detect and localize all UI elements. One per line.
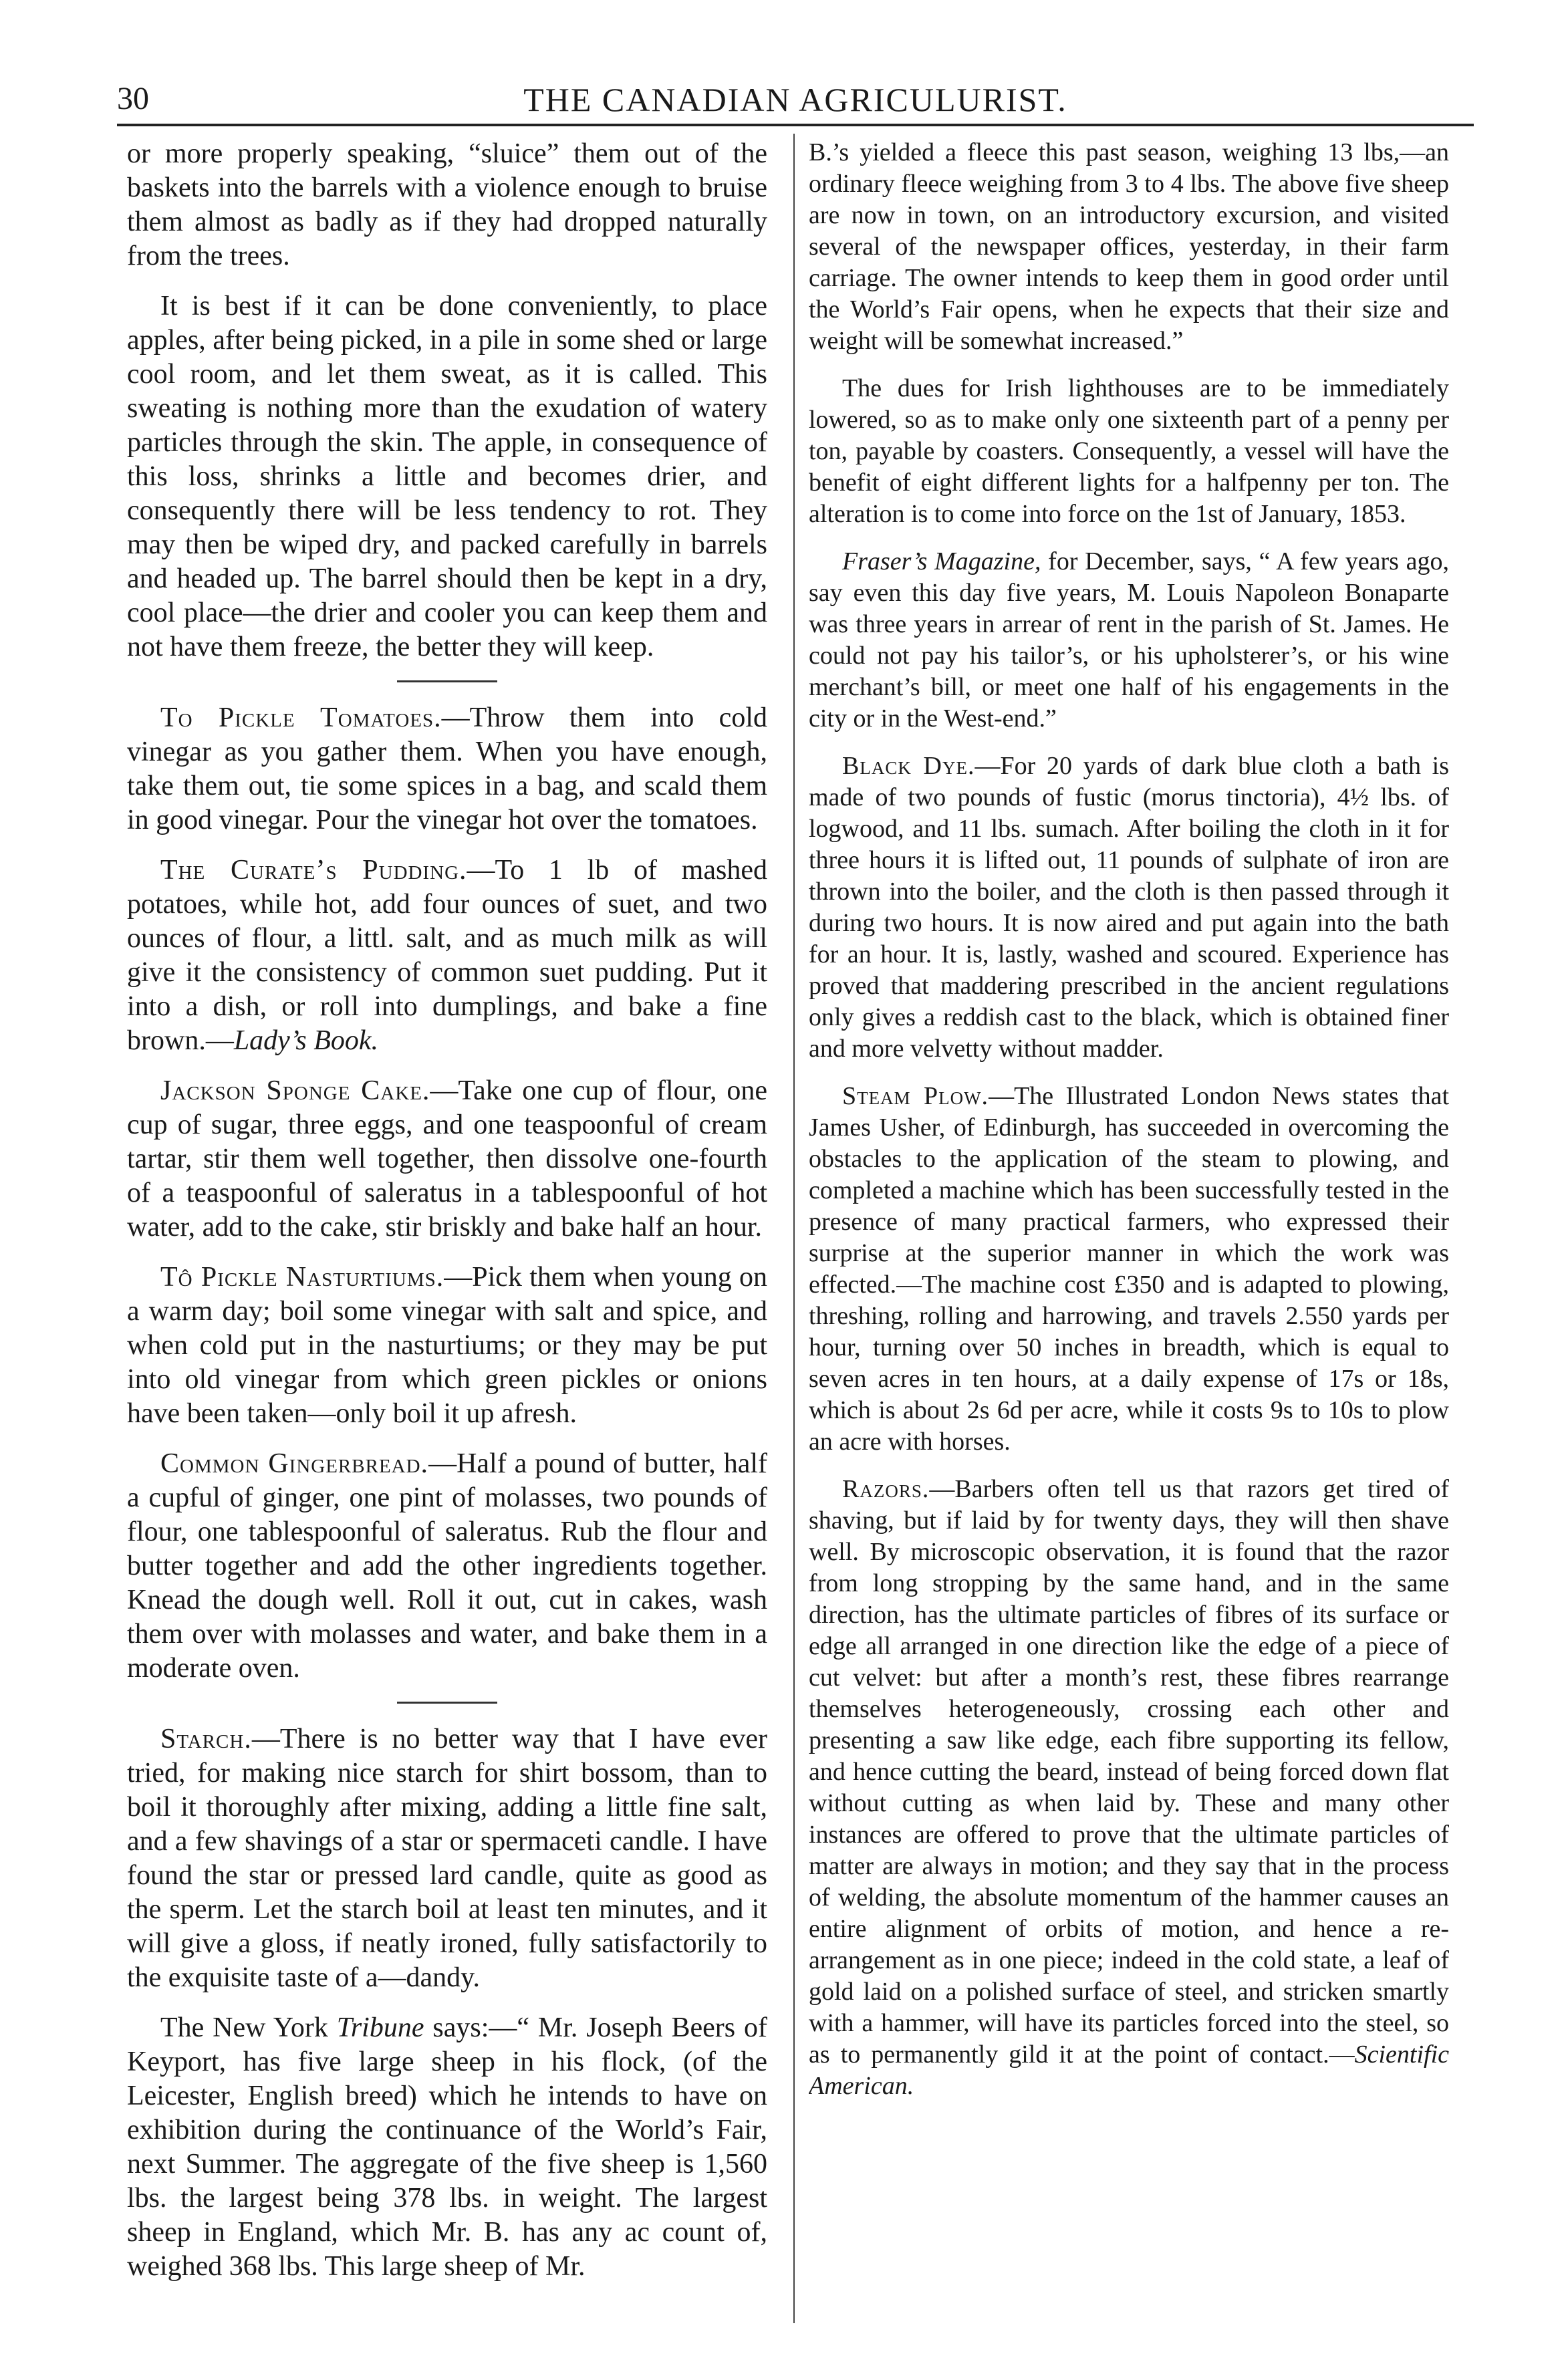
column-divider (793, 134, 795, 2323)
apples-paragraph-continued: or more properly speaking, “sluice” them out of the baskets into the barrels with a violence enough to bruise them almost as badly as if they had dropped naturally from the trees. (127, 138, 767, 271)
section-divider (397, 1702, 497, 1704)
curate-pudding-title: The Curate’s Pudding. (160, 855, 467, 886)
pickle-tomatoes-recipe (127, 701, 767, 837)
steam-plow-text: —The Illustrated London News states that James Usher, of Edinburgh, has succeeded in overcoming the obstacles to the application of the steam to plowing, and completed a machine which has been successfully tested in the presence of many practical farmers, who expressed their surprise at the superior manner in which the work was effected.—The machine cost £350 and is adapted to plowing, threshing, rolling and harrowing, and travels 2.550 yards per hour, turning over 50 inches in breadth, which is equal to seven acres in ten hours, at a daily expense of 17s or 18s, which is about 2s 6d per acre, while it costs 9s to 10s to plow an acre with horses. (809, 1082, 1449, 1456)
black-dye-item (809, 751, 1449, 1065)
frasers-magazine-item (809, 546, 1449, 735)
left-column (127, 137, 767, 2323)
starch-title: Starch. (160, 1724, 252, 1754)
right-column (809, 137, 1449, 2323)
header-rule (117, 124, 1474, 126)
black-dye-title: Black Dye. (842, 752, 975, 780)
tribune-intro: The New York (160, 2012, 337, 2043)
tribune-sheep-article (127, 2011, 767, 2284)
pickle-nasturtiums-recipe (127, 1261, 767, 1431)
curate-pudding-recipe (127, 853, 767, 1058)
razors-text: —Barbers often tell us that razors get tired of shaving, but if laid by for twenty days, they will then shave well. By microscopic observation, it is found that the razor from long stropping by the same hand, and in the same direction, has the ultimate particles of fibres of its surface or edge all arranged in one direction like the edge of a piece of cut velvet: but after a month’s rest, these fibres rearrange themselves heterogeneously, crossing each other and presenting a saw like edge, each fibre supporting its fellow, and hence cutting the beard, instead of being forced down flat without cutting as when laid by. These and many other instances are offered to prove that the ultimate particles of matter are always in motion; and they say that in the process of welding, the absolute momentum of the hammer causes an entire alignment of orbits of motion, and hence a re-arrangement as in one piece; indeed in the cold state, a leaf of gold laid on a polished surface of steel, and stricken smartly with a hammer, will have its particles forced into the steel, so as to permanently gild it at the point of contact.— (809, 1475, 1449, 2069)
razors-title: Razors. (842, 1475, 930, 1503)
common-gingerbread-text: —Half a pound of butter, half a cupful of ginger, one pint of molasses, two pounds of flour, one tablespoonful of saleratus. Rub the flour and butter together and add the other ingredients together. Knead the dough well. Roll it out, cut in cakes, wash them over with molasses and water, and bake them in a moderate oven. (127, 1448, 767, 1684)
running-title: THE CANADIAN AGRICULURIST. (523, 81, 1067, 118)
common-gingerbread-recipe (127, 1447, 767, 1686)
pickle-tomatoes-title: To Pickle Tomatoes. (160, 702, 442, 733)
frasers-magazine-title: Fraser’s Magazine, (842, 547, 1041, 575)
tribune-text: says:—“ Mr. Joseph Beers of Keyport, has five large sheep in his flock, (of the Leicester, English breed) which he intends to have on exhibition during the continuance of the World’s Fair, next Summer. The aggregate of the five sheep is 1,560 lbs. the largest being 378 lbs. in weight. The largest sheep in England, which Mr. B. has any ac count of, weighed 368 lbs. This large sheep of Mr. (127, 2012, 767, 2282)
frasers-magazine-text: for December, says, “ A few years ago, say even this day five years, M. Louis Napoleon Bonaparte was three years in arrear of rent in the parish of St. James. He could not pay his tailor’s, or his upholsterer’s, or his wine merchant’s bill, or meet one half of his engagements in the city or in the West-end.” (809, 547, 1449, 733)
page-number: 30 (117, 81, 149, 116)
jackson-sponge-cake-text: —Take one cup of flour, one cup of sugar, three eggs, and one teaspoonful of cream tartar, stir them well together, then dissolve one-fourth of a teaspoonful of saleratus in a tablespoonful of hot water, add to the cake, stir briskly and bake half an hour. (127, 1075, 767, 1242)
razors-source: Scientific American. (809, 2040, 1449, 2100)
apples-sweating-paragraph: It is best if it can be done conveniently, to place apples, after being picked, in a pile in some shed or large cool room, and let them sweat, as it is called. This sweating is nothing more than the exudation of watery particles through the skin. The apple, in consequence of this loss, shrinks a little and becomes drier, and consequently there will be less tendency to rot. They may then be wiped dry, and packed carefully in barrels and headed up. The barrel should then be kept in a dry, cool place—the drier and cooler you can keep them and not have them freeze, the better they will keep. (127, 291, 767, 662)
tribune-name: Tribune (336, 2012, 424, 2043)
razors-item (809, 1474, 1449, 2102)
pickle-nasturtiums-text: —Pick them when young on a warm day; boil some vinegar with salt and spice, and when cold put in the nasturtiums; or they may be put into old vinegar from which green pickles or onions have been taken—only boil it up afresh. (127, 1262, 767, 1429)
section-divider (397, 680, 497, 682)
irish-lighthouse-dues: The dues for Irish lighthouses are to be immediately lowered, so as to make only one sixteenth part of a penny per ton, payable by coasters. Consequently, a vessel will have the benefit of eight different lights for a halfpenny per ton. The alteration is to come into force on the 1st of January, 1853. (809, 374, 1449, 528)
page-header (117, 75, 1474, 122)
common-gingerbread-title: Common Gingerbread. (160, 1448, 429, 1479)
black-dye-text: —For 20 yards of dark blue cloth a bath is made of two pounds of fustic (morus tinctoria), 4½ lbs. of logwood, and 11 lbs. sumach. After boiling the cloth in it for three hours it is lifted out, 11 pounds of sulphate of iron are thrown into the boiler, and the cloth is then passed through it during two hours. It is now aired and put again into the bath for an hour. It is, lastly, washed and scoured. Experience has proved that maddering prescribed in the ancient regulations only gives a reddish cast to the black, which is obtained finer and more velvetty without madder. (809, 752, 1449, 1063)
curate-pudding-source: Lady’s Book. (233, 1025, 379, 1056)
starch-text: —There is no better way that I have ever tried, for making nice starch for shirt bossom, than to boil it thoroughly after mixing, adding a little fine salt, and a few shavings of a star or spermaceti candle. I have found the star or pressed lard candle, quite as good as the sperm. Let the starch boil at least ten minutes, and it will give a gloss, if neatly ironed, fully satisfactorily to the exquisite taste of a—dandy. (127, 1724, 767, 1993)
starch-recipe (127, 1722, 767, 1995)
sheep-article-continued: B.’s yielded a fleece this past season, weighing 13 lbs,—an ordinary fleece weighing from 3 to 4 lbs. The above five sheep are now in town, on an introductory excursion, and visited several of the newspaper offices, yesterday, in their farm carriage. The owner intends to keep them in good order until the World’s Fair opens, when he expects that their size and weight will be somewhat increased.” (809, 138, 1449, 355)
steam-plow-item (809, 1081, 1449, 1458)
curate-pudding-text: —To 1 lb of mashed potatoes, while hot, add four ounces of suet, and two ounces of flour, a littl. salt, and as much milk as will give it the consistency of common suet pudding. Put it into a dish, or roll into dumplings, and bake a fine brown.— (127, 855, 767, 1056)
steam-plow-title: Steam Plow. (842, 1082, 989, 1110)
pickle-tomatoes-text: —Throw them into cold vinegar as you gather them. When you have enough, take them out, tie some spices in a bag, and scald them in good vinegar. Pour the vinegar hot over the tomatoes. (127, 702, 767, 835)
jackson-sponge-cake-title: Jackson Sponge Cake. (160, 1075, 430, 1106)
pickle-nasturtiums-title: Tô Pickle Nasturtiums. (160, 1262, 444, 1293)
jackson-sponge-cake-recipe (127, 1074, 767, 1244)
